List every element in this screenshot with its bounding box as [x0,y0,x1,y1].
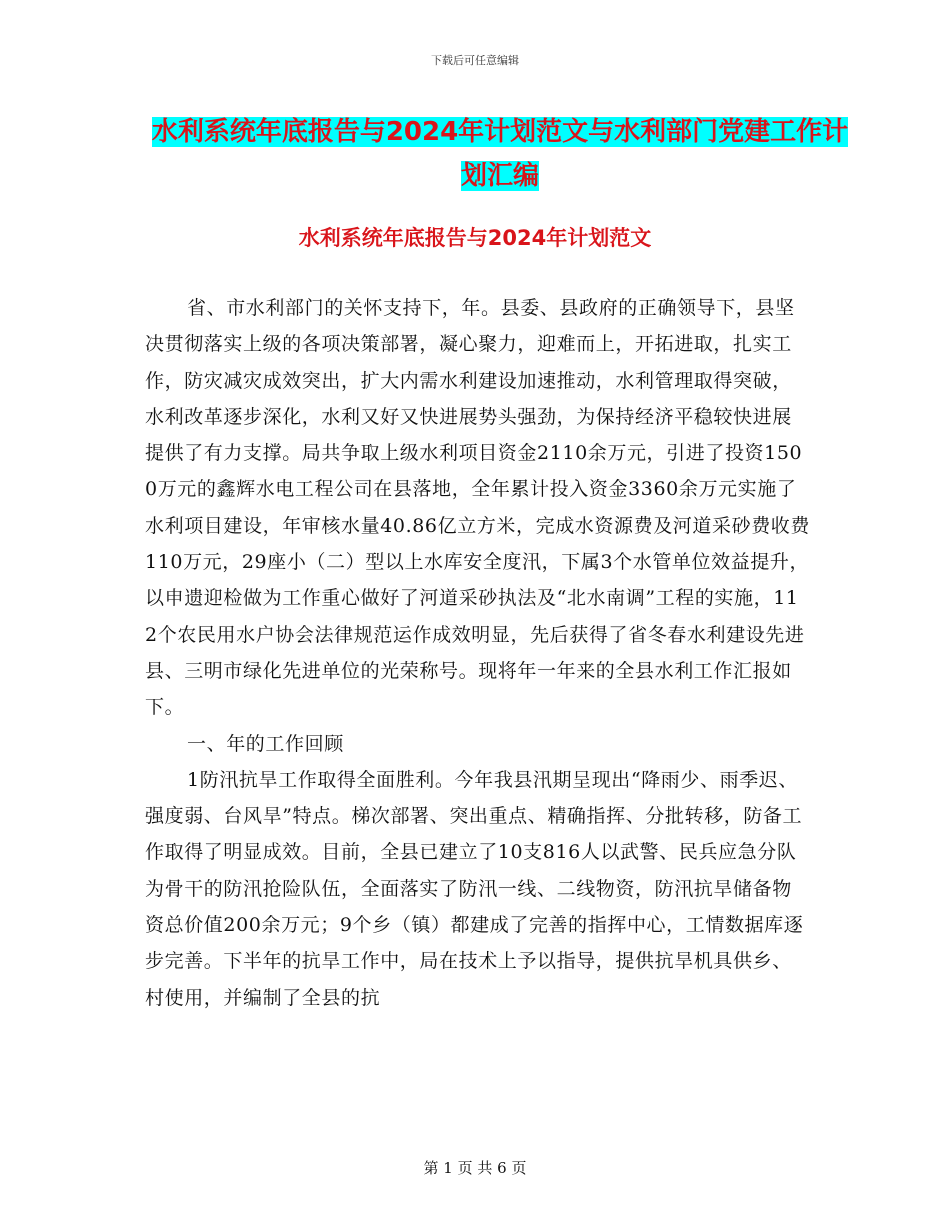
page-footer: 第 1 页 共 6 页 [423,1159,527,1177]
paragraph-intro: 省、市水利部门的关怀支持下，年。县委、县政府的正确领导下，县坚决贯彻落实上级的各项决策部署，凝心聚力，迎难而上，开拓进取，扎实工作，防灾减灾成效突出，扩大内需水利建设加速推动，水利管理取得突破，水利改革逐步深化，水利又好又快进展势头强劲，为保持经济平稳较快进展提供了有力支撑。局共争取上级水利项目资金2110余万元，引进了投资1500万元的鑫辉水电工程公司在县落地，全年累计投入资金3360余万元实施了水利项目建设，年审核水量40.86亿立方米，完成水资源费及河道采砂费收费110万元，29座小（二）型以上水库安全度汛，下属3个水管单位效益提升，以申遗迎检做为工作重心做好了河道采砂执法及“北水南调”工程的实施，112个农民用水户协会法律规范运作成效明显，先后获得了省冬春水利建设先进县、三明市绿化先进单位的光荣称号。现将年一年来的全县水利工作汇报如下。 [145,297,810,719]
paragraph-heading: 一、年的工作回顾 [187,732,344,755]
section-title: 水利系统年底报告与2024年计划范文 [298,226,652,250]
header-note: 下载后可任意编辑 [431,54,519,67]
main-title [140,110,860,198]
body-text [145,290,810,1016]
paragraph-flood-control: 1防汛抗旱工作取得全面胜利。今年我县汛期呈现出“降雨少、雨季迟、强度弱、台风旱”特点。梯次部署、突出重点、精确指挥、分批转移，防备工作取得了明显成效。目前，全县已建立了10支816人以武警、民兵应急分队为骨干的防汛抢险队伍，全面落实了防汛一线、二线物资，防汛抗旱储备物资总价值200余万元；9个乡（镇）都建成了完善的指挥中心，工情数据库逐步完善。下半年的抗旱工作中，局在技术上予以指导，提供抗旱机具供乡、村使用，并编制了全县的抗 [145,768,804,1009]
main-title-text: 水利系统年底报告与2024年计划范文与水利部门党建工作计划汇编 [151,117,849,191]
